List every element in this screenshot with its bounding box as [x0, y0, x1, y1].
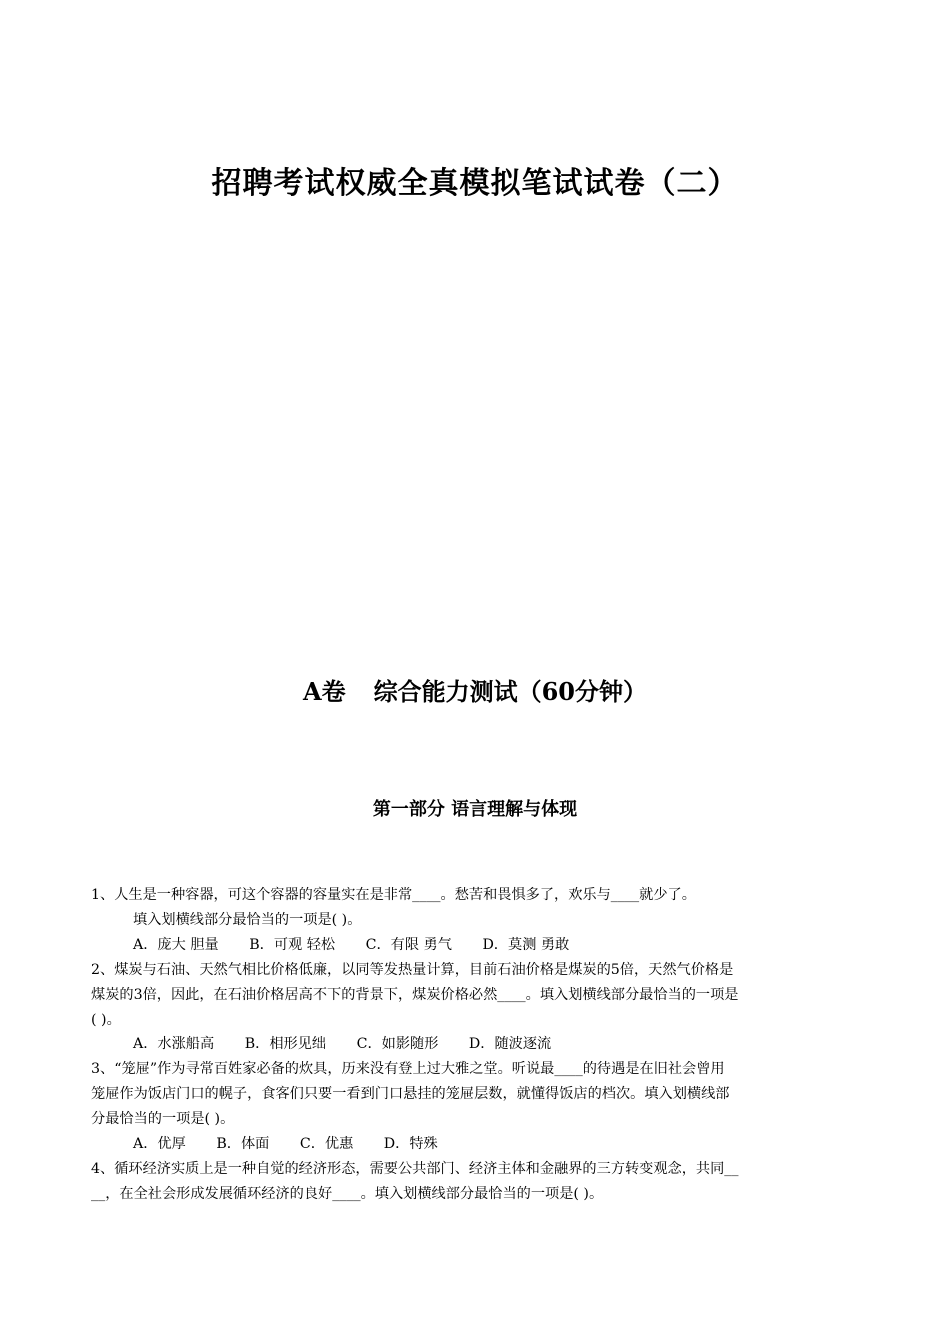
question-text-line: 3、“笼屉”作为寻常百姓家必备的炊具，历来没有登上过大雅之堂。听说最____的待遇是在旧社会曾用 [91, 1061, 725, 1078]
option-b: B．可观 轻松 [249, 936, 336, 953]
section-title [0, 672, 950, 707]
question-text-line: 2、煤炭与石油、天然气相比价格低廉，以同等发热量计算，目前石油价格是煤炭的5倍，天然气价格是 [91, 961, 734, 978]
question-4 [91, 1157, 861, 1207]
option-c: C．优惠 [299, 1136, 354, 1153]
question-3 [91, 1057, 861, 1157]
section-title-test: 综合能力测试（60分钟） [373, 677, 648, 706]
option-a: A．庞大 胆量 [133, 936, 219, 953]
option-b: B．相形见绌 [244, 1036, 327, 1053]
section-title-volume: A卷 [302, 677, 346, 706]
option-b: B．体面 [216, 1136, 270, 1153]
question-text-line: 分最恰当的一项是( )。 [91, 1111, 235, 1128]
option-row [91, 1032, 861, 1057]
option-row [91, 1132, 861, 1157]
question-text-line: 煤炭的3倍，因此，在石油价格居高不下的背景下，煤炭价格必然____。填入划横线部分最恰当的一项是 [91, 986, 739, 1003]
option-d: D．随波逐流 [468, 1036, 552, 1053]
option-c: C．有限 勇气 [365, 936, 452, 953]
question-text-line: 4、循环经济实质上是一种自觉的经济形态，需要公共部门、经济主体和金融界的三方转变观念，共同__ [91, 1160, 739, 1177]
question-text-line: 1、人生是一种容器，可这个容器的容量实在是非常____。愁苦和畏惧多了，欢乐与____就少了。 [91, 887, 696, 903]
question-2 [91, 958, 861, 1058]
question-instruction: 填入划横线部分最恰当的一项是( )。 [133, 911, 362, 928]
question-text-line: 笼屉作为饭店门口的幌子，食客们只要一看到门口悬挂的笼屉层数，就懂得饭店的档次。填入划横线部 [91, 1086, 730, 1103]
option-d: D．特殊 [383, 1136, 438, 1153]
option-c: C．如影随形 [356, 1036, 439, 1053]
question-1 [91, 883, 861, 958]
option-d: D．莫测 勇敢 [482, 936, 570, 953]
main-title: 招聘考试权威全真模拟笔试试卷（二） [211, 166, 739, 201]
option-row [91, 933, 861, 958]
question-text-line: ( )。 [91, 1011, 121, 1028]
question-list [91, 883, 861, 1207]
option-a: A．水涨船高 [133, 1036, 215, 1053]
question-text-line: __，在全社会形成发展循环经济的良好____。填入划横线部分最恰当的一项是( )。 [91, 1185, 604, 1202]
part-title: 第一部分 语言理解与体现 [372, 799, 578, 820]
option-a: A．优厚 [133, 1136, 186, 1153]
